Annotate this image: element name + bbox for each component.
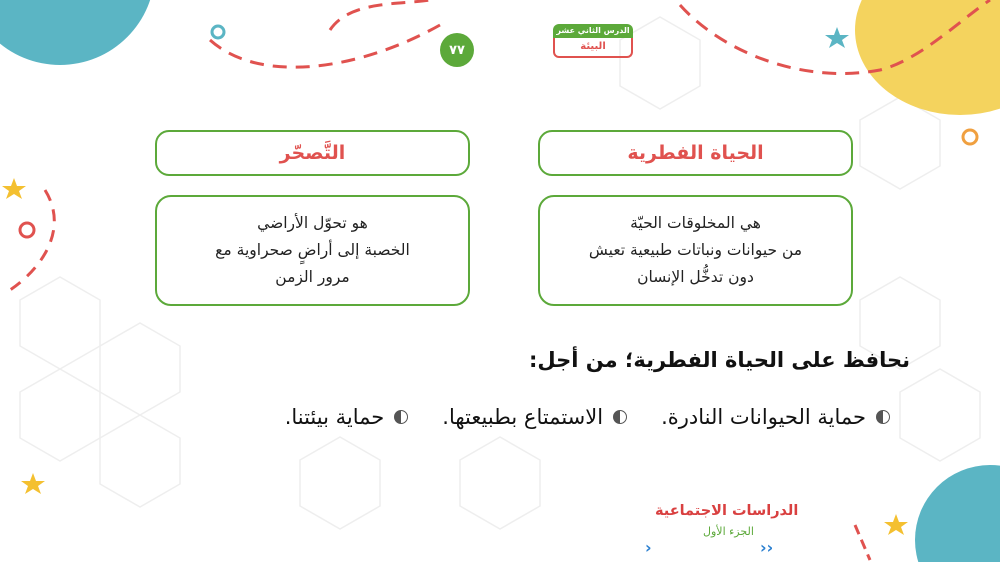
definition-line: دون تدخُّل الإنسان	[637, 268, 754, 286]
definition-line: مرور الزمن	[275, 268, 350, 286]
definition-line: من حيوانات ونباتات طبيعية تعيش	[588, 241, 803, 259]
reasons-heading: نحافظ على الحياة الفطرية؛ من أجل:	[528, 348, 910, 372]
card-title-wildlife: الحياة الفطرية	[538, 130, 853, 176]
definition-desertification	[155, 195, 470, 306]
reason-text: الاستمتاع بطبيعتها.	[442, 405, 604, 429]
lesson-label: الدرس الثاني عشر	[553, 24, 633, 38]
card-title-desertification: التَّصحّر	[155, 130, 470, 176]
footer-subject: الدراسات الاجتماعية	[655, 503, 799, 519]
bullet-icon	[394, 410, 408, 424]
bullet-icon	[876, 410, 890, 424]
list-item	[442, 405, 627, 429]
list-item	[285, 405, 409, 429]
yellow-blob-top-right	[855, 0, 1000, 115]
reason-text: حماية الحيوانات النادرة.	[661, 405, 866, 429]
footer-part: الجزء الأول	[703, 525, 754, 538]
lesson-topic: البيئة	[553, 38, 633, 58]
chevron-right-icon: ››	[760, 538, 774, 557]
definition-wildlife	[538, 195, 853, 306]
definition-line: الخصبة إلى أراضٍ صحراوية مع	[215, 241, 410, 259]
chevron-left-icon: ›	[645, 538, 652, 557]
lesson-tab	[553, 24, 633, 58]
reasons-list	[285, 405, 890, 429]
bullet-icon	[613, 410, 627, 424]
page-number-badge: ٧٧	[440, 33, 474, 67]
list-item	[661, 405, 890, 429]
teal-blob-top-left	[0, 0, 155, 65]
definition-line: هي المخلوقات الحيّة	[630, 214, 761, 232]
reason-text: حماية بيئتنا.	[284, 405, 385, 429]
teal-blob-bottom-right	[915, 465, 1000, 562]
definition-line: هو تحوّل الأراضي	[257, 214, 368, 232]
